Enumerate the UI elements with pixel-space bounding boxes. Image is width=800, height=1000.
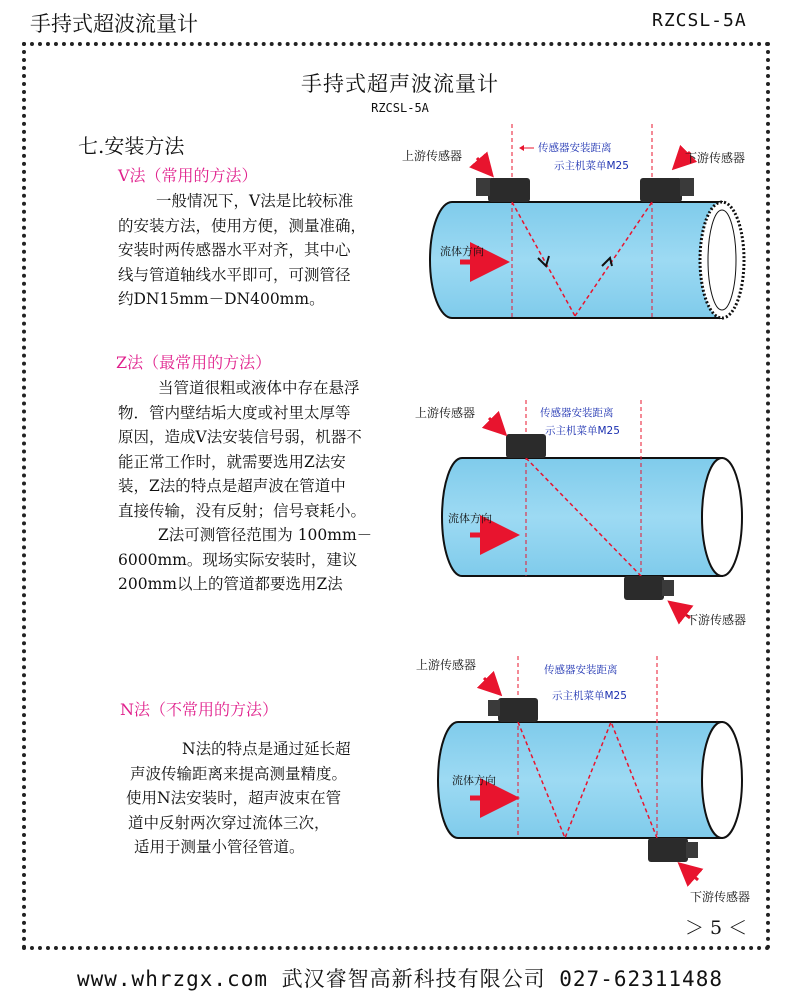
v-menu-label: 示主机菜单M25 — [554, 160, 629, 172]
v-upstream-label: 上游传感器 — [402, 149, 463, 163]
v-method-heading: V法（常用的方法） — [118, 166, 258, 185]
z-line: 当管道很粗或液体中存在悬浮 — [158, 379, 360, 397]
n-line: N法的特点是通过延长超 — [182, 740, 351, 758]
z-line: 直接传输，没有反射；信号衰耗小。 — [118, 501, 367, 520]
z-line: Z法可测管径范围为 100mm－ — [158, 526, 373, 544]
n-downstream-label: 下游传感器 — [690, 890, 751, 904]
z-line: 装，Z法的特点是超声波在管道中 — [118, 477, 346, 495]
n-line: 使用N法安装时，超声波束在管 — [126, 789, 342, 807]
z-line: 能正常工作时，就需要选用Z法安 — [118, 452, 346, 471]
upstream-sensor — [498, 698, 538, 722]
section-title: 七.安装方法 — [78, 134, 185, 158]
n-distance-label: 传感器安装距离 — [544, 664, 618, 676]
v-distance-label: 传感器安装距离 — [538, 142, 612, 154]
z-menu-label: 示主机菜单M25 — [545, 425, 620, 437]
n-line: 适用于测量小管径管道。 — [134, 838, 305, 856]
v-line: 的安装方法，使用方便，测量准确， — [118, 216, 367, 235]
downstream-sensor — [648, 838, 688, 862]
v-flow-label: 流体方向 — [440, 245, 484, 258]
v-line: 线与管道轴线水平即可，可测管径 — [118, 265, 351, 284]
z-line: 物．管内壁结垢大度或衬里太厚等 — [118, 403, 351, 422]
v-line: 约DN15mm－DN400mm。 — [118, 290, 325, 308]
upstream-sensor — [506, 434, 546, 458]
z-line: 6000mm。现场实际安装时，建议 — [118, 550, 358, 569]
page-title: 手持式超声波流量计 — [301, 72, 499, 96]
n-method-heading: N法（不常用的方法） — [120, 700, 279, 719]
downstream-sensor — [640, 178, 682, 202]
n-line: 声波传输距离来提高测量精度。 — [130, 764, 348, 783]
n-menu-label: 示主机菜单M25 — [552, 690, 627, 702]
z-downstream-label: 下游传感器 — [686, 613, 747, 627]
z-upstream-label: 上游传感器 — [415, 406, 476, 420]
z-distance-label: 传感器安装距离 — [540, 407, 614, 419]
v-line: 安装时两传感器水平对齐，其中心 — [118, 241, 351, 259]
downstream-sensor — [624, 576, 664, 600]
z-method-heading: Z法（最常用的方法） — [116, 353, 272, 372]
z-line: 200mm以上的管道都要选用Z法 — [118, 575, 343, 593]
upstream-sensor — [488, 178, 530, 202]
z-flow-label: 流体方向 — [448, 512, 492, 525]
page-indicator: ＞ 5 ＜ — [685, 917, 748, 939]
n-upstream-label: 上游传感器 — [416, 658, 477, 672]
header-model: RZCSL-5A — [652, 10, 747, 31]
z-line: 原因，造成V法安装信号弱，机器不 — [118, 428, 362, 446]
pipe-opening — [702, 458, 742, 576]
pipe-opening — [702, 722, 742, 838]
v-line: 一般情况下，V法是比较标准 — [156, 192, 354, 210]
n-flow-label: 流体方向 — [452, 774, 496, 787]
company-footer: www.whrzgx.com 武汉睿智高新科技有限公司 027-62311488 — [76, 967, 723, 991]
n-line: 道中反射两次穿过流体三次， — [128, 813, 330, 832]
header-product-title: 手持式超波流量计 — [30, 12, 198, 36]
v-downstream-label: 下游传感器 — [685, 151, 746, 165]
page-model: RZCSL-5A — [371, 101, 429, 115]
